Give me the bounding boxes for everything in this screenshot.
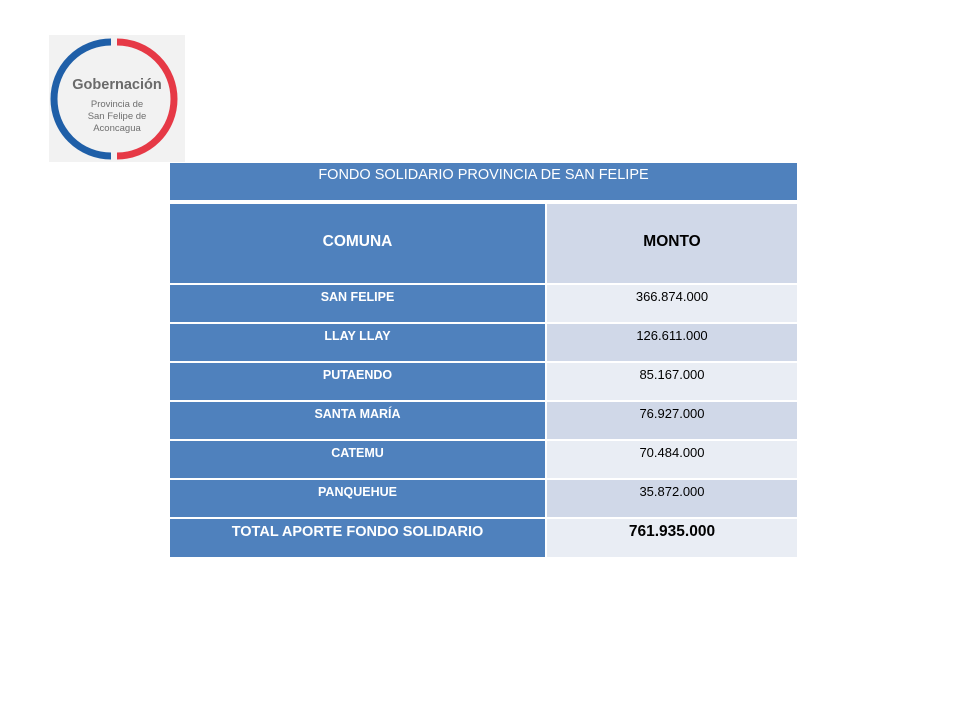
total-value: 761.935.000 bbox=[547, 519, 797, 557]
header-comuna: COMUNA bbox=[170, 204, 545, 283]
table-row-monto: 70.484.000 bbox=[547, 441, 797, 478]
table-row-monto: 35.872.000 bbox=[547, 480, 797, 517]
table-title: FONDO SOLIDARIO PROVINCIA DE SAN FELIPE bbox=[170, 163, 797, 200]
logo-subtitle-line: San Felipe de bbox=[87, 111, 147, 122]
header-monto: MONTO bbox=[547, 204, 797, 283]
table-row-comuna: LLAY LLAY bbox=[170, 324, 545, 361]
logo-subtitle-line: Aconcagua bbox=[93, 123, 141, 134]
table-row-comuna: CATEMU bbox=[170, 441, 545, 478]
table-row-comuna: PANQUEHUE bbox=[170, 480, 545, 517]
table-row-comuna: SAN FELIPE bbox=[170, 285, 545, 322]
total-label: TOTAL APORTE FONDO SOLIDARIO bbox=[170, 519, 545, 557]
table-row-comuna: PUTAENDO bbox=[170, 363, 545, 400]
logo-subtitle-line: Provincia de bbox=[90, 99, 144, 110]
table-row-monto: 85.167.000 bbox=[547, 363, 797, 400]
table-row-monto: 126.611.000 bbox=[547, 324, 797, 361]
logo-title: Gobernación bbox=[72, 77, 162, 93]
table-row-comuna: SANTA MARÍA bbox=[170, 402, 545, 439]
table-row-monto: 76.927.000 bbox=[547, 402, 797, 439]
title-divider bbox=[170, 200, 797, 203]
table-row-monto: 366.874.000 bbox=[547, 285, 797, 322]
gobernacion-logo bbox=[49, 35, 185, 162]
